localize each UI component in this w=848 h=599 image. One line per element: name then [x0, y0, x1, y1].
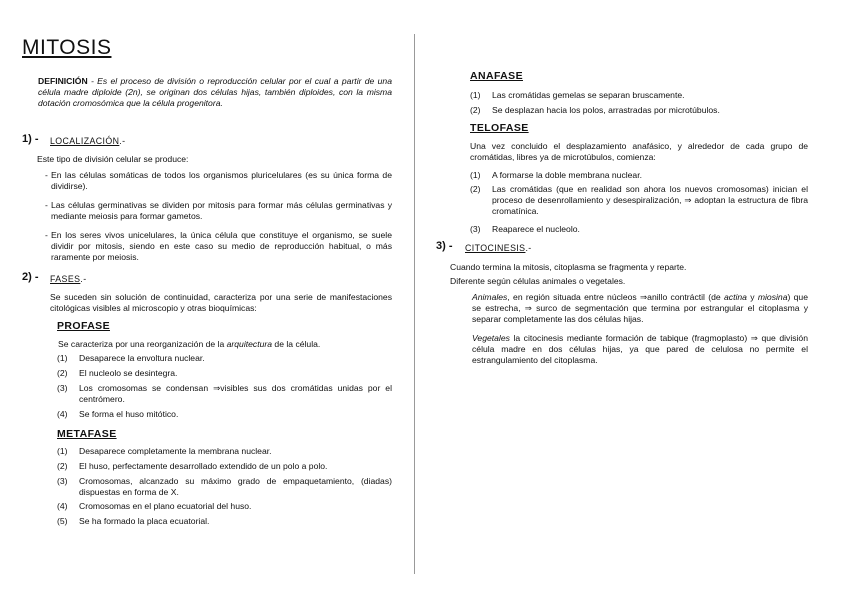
item-number: (3): [470, 224, 481, 234]
list-item: [470, 105, 808, 116]
bullet-mark-icon: -: [45, 170, 48, 180]
item-number: (3): [57, 383, 68, 393]
item-number: (1): [470, 90, 481, 100]
item-number: (4): [57, 501, 68, 511]
list-item: [57, 446, 392, 457]
citocinesis-line-2: Diferente según células animales o vegetales.: [450, 276, 626, 286]
list-item: [470, 184, 808, 217]
anafase-heading: ANAFASE: [470, 70, 523, 82]
list-item: [57, 501, 392, 512]
item-text: Se desplazan hacia los polos, arrastradas por microtúbulos.: [492, 105, 720, 115]
section-1-suffix: .-: [119, 136, 126, 146]
bullet-text: Las células germinativas se dividen por mitosis para formar más células germinativas y mediante meiosis para formar gametos.: [51, 200, 392, 221]
telofase-intro: Una vez concluido el desplazamiento anafásico, y alrededor de cada grupo de cromátidas, libres ya de microtúbulos, comienza:: [470, 141, 808, 162]
section-2-suffix: .-: [80, 274, 87, 284]
citocinesis-line-1: Cuando termina la mitosis, citoplasma se fragmenta y reparte.: [450, 262, 687, 272]
item-number: (2): [470, 105, 481, 115]
item-text: Los cromosomas se condensan ⇒visibles sus dos cromátidas unidas por el centrómero.: [79, 383, 392, 404]
bullet-mark-icon: -: [45, 200, 48, 210]
item-text: Cromosomas, alcanzado su máximo grado de empaquetamiento, (diadas) dispuestas en forma de X.: [79, 476, 392, 497]
profase-heading: PROFASE: [57, 320, 110, 332]
item-number: (4): [57, 409, 68, 419]
section-1-intro: Este tipo de división celular se produce:: [37, 154, 189, 164]
list-item: [57, 476, 392, 498]
item-text: Cromosomas en el plano ecuatorial del huso.: [79, 501, 252, 511]
list-item: [57, 383, 392, 405]
animales-text-a: , en región situada entre núcleos ⇒anillo contráctil (de: [507, 292, 724, 302]
profase-intro-a: Se caracteriza por una reorganización de la: [58, 339, 227, 349]
actina-term: actina: [724, 292, 747, 302]
section-2-heading: [50, 274, 87, 284]
animales-conjunction: y: [746, 292, 758, 302]
bullet-text: En los seres vivos unicelulares, la única célula que constituye el organismo, se suele dividir por mitosis, siendo en este caso su medio de reproducción habitual, o más raramente por meiosis.: [51, 230, 392, 262]
section-1-heading: [50, 136, 126, 146]
item-text: Reaparece el nucleolo.: [492, 224, 580, 234]
list-item: [45, 230, 392, 263]
citocinesis-vegetales: [472, 333, 808, 366]
section-3-number: 3) -: [436, 240, 453, 252]
metafase-heading: METAFASE: [57, 428, 117, 440]
vegetales-label: Vegetales: [472, 333, 510, 343]
item-number: (2): [470, 184, 481, 194]
section-3-heading: [465, 243, 532, 253]
item-text: Se ha formado la placa ecuatorial.: [79, 516, 210, 526]
column-divider: [414, 34, 415, 574]
section-2-title: FASES: [50, 274, 81, 284]
definition-separator: -: [87, 76, 98, 86]
list-item: [57, 409, 392, 420]
list-item: [57, 461, 392, 472]
vegetales-text: la citocinesis mediante formación de tabique (fragmoplasto) ⇒ que división célula madre en dos células hijas, ya que pared de celulosa no permite el estrangulamiento del citoplasma.: [472, 333, 808, 365]
definition-text: Es el proceso de división o reproducción celular por el cual a partir de una célula madre diploide (2n), se originan dos células hijas, también diploides, con la misma dotación cromosómica que la célula progenitora.: [38, 76, 392, 108]
section-3-title: CITOCINESIS: [465, 243, 526, 253]
item-number: (3): [57, 476, 68, 486]
list-item: [45, 170, 392, 192]
page-title: MITOSIS: [22, 36, 112, 59]
section-2-intro: Se suceden sin solución de continuidad, caracteriza por una serie de manifestaciones citológicas visibles al microscopio y otras bioquímicas:: [50, 292, 392, 313]
section-3-suffix: .-: [525, 243, 532, 253]
definition-label: DEFINICIÓN: [38, 76, 88, 86]
item-text: Desaparece completamente la membrana nuclear.: [79, 446, 272, 456]
list-item: [470, 170, 808, 181]
definition-paragraph: [38, 76, 392, 109]
item-number: (2): [57, 461, 68, 471]
item-text: Las cromátidas gemelas se separan bruscamente.: [492, 90, 685, 100]
section-1-title: LOCALIZACIÓN: [50, 136, 120, 146]
animales-text-b: ) que se estrecha, ⇒ surco de segmentación que termina por estrangular el citoplasma y separar completamente las dos células hijas.: [472, 292, 808, 324]
item-number: (1): [470, 170, 481, 180]
item-text: Las cromátidas (que en realidad son ahora los nuevos cromosomas) inician el proceso de desenrollamiento y desespiralización, ⇒ adoptan la estructura de fibra cromatínica.: [492, 184, 808, 216]
item-number: (1): [57, 353, 68, 363]
profase-intro-b: de la célula.: [272, 339, 321, 349]
list-item: [470, 90, 808, 101]
item-number: (1): [57, 446, 68, 456]
miosina-term: miosina: [757, 292, 788, 302]
section-1-number: 1) -: [22, 133, 39, 145]
list-item: [57, 368, 392, 379]
item-number: (2): [57, 368, 68, 378]
item-text: El huso, perfectamente desarrollado extendido de un polo a polo.: [79, 461, 328, 471]
item-text: Se forma el huso mitótico.: [79, 409, 179, 419]
list-item: [57, 353, 392, 364]
item-text: A formarse la doble membrana nuclear.: [492, 170, 642, 180]
citocinesis-animales: [472, 292, 808, 325]
item-text: Desaparece la envoltura nuclear.: [79, 353, 205, 363]
list-item: [470, 224, 808, 235]
list-item: [45, 200, 392, 222]
profase-intro-em: arquitectura: [226, 339, 273, 349]
item-number: (5): [57, 516, 68, 526]
list-item: [57, 516, 392, 527]
profase-intro: [58, 339, 392, 350]
animales-label: Animales: [472, 292, 508, 302]
section-2-number: 2) -: [22, 271, 39, 283]
item-text: El nucleolo se desintegra.: [79, 368, 178, 378]
bullet-mark-icon: -: [45, 230, 48, 240]
bullet-text: En las células somáticas de todos los organismos pluricelulares (es su única forma de dividirse).: [51, 170, 392, 191]
telofase-heading: TELOFASE: [470, 122, 529, 134]
